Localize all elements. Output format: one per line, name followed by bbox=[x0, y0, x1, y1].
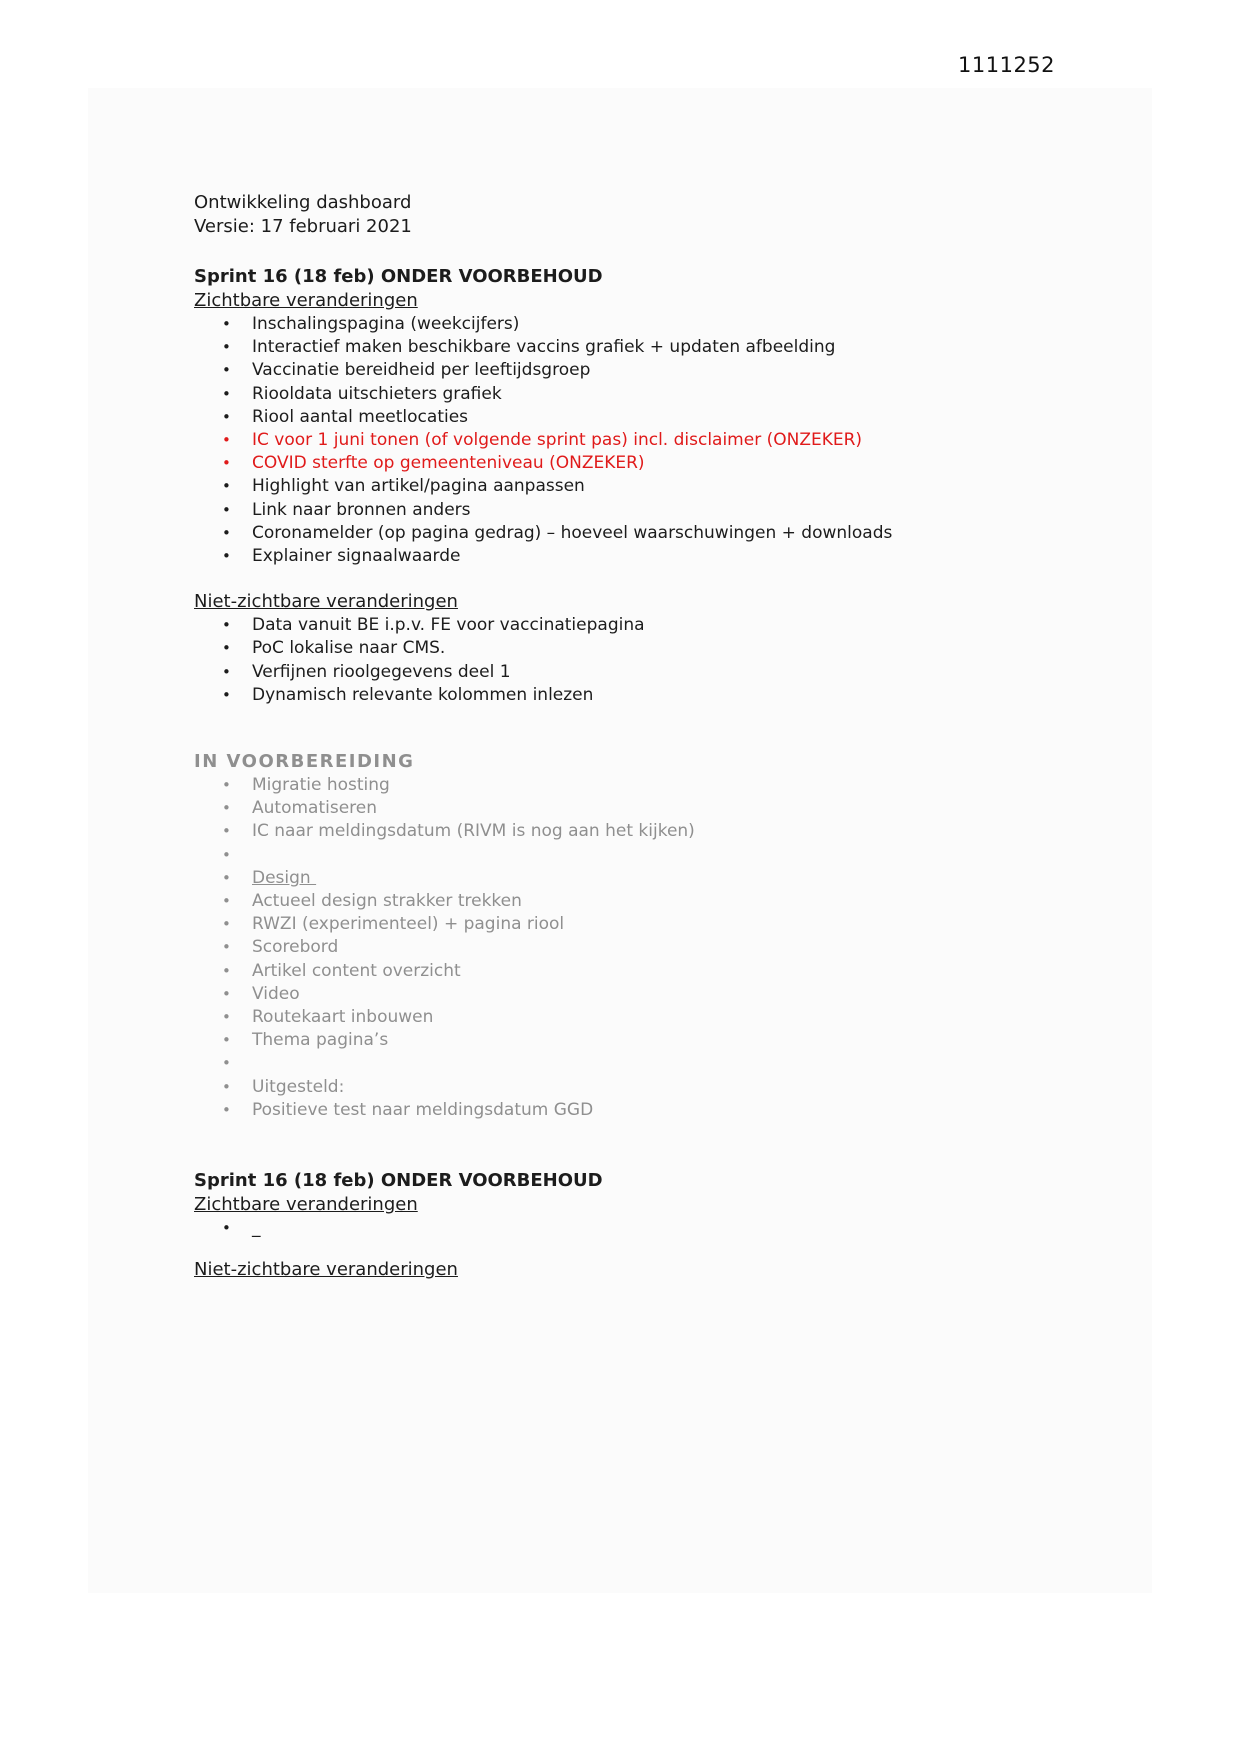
list-item bbox=[194, 545, 954, 568]
list-item bbox=[194, 684, 954, 707]
list-item-text: PoC lokalise naar CMS. bbox=[252, 638, 446, 659]
list-item-text: Thema pagina’s bbox=[252, 1030, 389, 1051]
list-item-text: Automatiseren bbox=[252, 798, 378, 819]
bullet-icon: • bbox=[222, 1100, 231, 1119]
list-item bbox=[194, 797, 954, 820]
bullet-icon: • bbox=[222, 639, 231, 658]
preparation-heading: IN VOORBEREIDING bbox=[194, 751, 415, 773]
bullet-icon: • bbox=[222, 1219, 231, 1238]
sprint16b-visible-list bbox=[194, 1217, 954, 1240]
bullet-icon: • bbox=[222, 845, 231, 864]
list-item bbox=[194, 359, 954, 382]
bullet-icon: • bbox=[222, 1077, 231, 1096]
bullet-icon: • bbox=[222, 616, 231, 635]
list-item-text: Vaccinatie bereidheid per leeftijdsgroep bbox=[252, 360, 591, 381]
list-item-uncertain bbox=[194, 429, 954, 452]
list-item-text: Routekaart inbouwen bbox=[252, 1007, 434, 1028]
bullet-icon: • bbox=[222, 685, 231, 704]
list-item bbox=[194, 1076, 954, 1099]
list-item-text: Migratie hosting bbox=[252, 775, 390, 796]
list-item bbox=[194, 1217, 954, 1240]
bullet-icon: • bbox=[222, 454, 231, 473]
list-item-text: RWZI (experimenteel) + pagina riool bbox=[252, 914, 565, 935]
list-item-text: Uitgesteld: bbox=[252, 1076, 345, 1097]
bullet-icon: • bbox=[222, 1008, 231, 1027]
list-item bbox=[194, 1006, 954, 1029]
list-item-text: Actueel design strakker trekken bbox=[252, 891, 522, 912]
list-item-text: Interactief maken beschikbare vaccins grafiek + updaten afbeelding bbox=[252, 337, 836, 358]
sprint16b-invisible-label: Niet-zichtbare veranderingen bbox=[194, 1259, 458, 1281]
document-body bbox=[194, 191, 954, 1282]
list-item-text: Artikel content overzicht bbox=[252, 960, 461, 981]
list-item bbox=[194, 1099, 954, 1122]
list-item-uncertain bbox=[194, 452, 954, 475]
bullet-icon: • bbox=[222, 822, 231, 841]
list-item bbox=[194, 820, 954, 843]
bullet-icon: • bbox=[222, 523, 231, 542]
list-item bbox=[194, 475, 954, 498]
list-item bbox=[194, 983, 954, 1006]
list-item bbox=[194, 313, 954, 336]
list-item-text: Design bbox=[252, 867, 317, 888]
sprint16-visible-list bbox=[194, 313, 954, 568]
list-item bbox=[194, 614, 954, 637]
list-item bbox=[194, 936, 954, 959]
sprint16-invisible-label: Niet-zichtbare veranderingen bbox=[194, 591, 458, 613]
bullet-icon: • bbox=[222, 892, 231, 911]
list-item-text: Coronamelder (op pagina gedrag) – hoeveel waarschuwingen + downloads bbox=[252, 522, 893, 543]
list-item bbox=[194, 499, 954, 522]
bullet-icon: • bbox=[222, 361, 231, 380]
bullet-icon: • bbox=[222, 938, 231, 957]
list-item-text: Explainer signaalwaarde bbox=[252, 546, 461, 567]
list-item bbox=[194, 867, 954, 890]
bullet-icon: • bbox=[222, 984, 231, 1003]
bullet-icon: • bbox=[222, 662, 231, 681]
list-item-text: COVID sterfte op gemeenteniveau (ONZEKER) bbox=[252, 453, 645, 474]
bullet-icon: • bbox=[222, 431, 231, 450]
list-item bbox=[194, 336, 954, 359]
list-item bbox=[194, 913, 954, 936]
list-item-text: IC naar meldingsdatum (RIVM is nog aan het kijken) bbox=[252, 821, 695, 842]
list-item bbox=[194, 890, 954, 913]
list-item bbox=[194, 637, 954, 660]
list-item bbox=[194, 522, 954, 545]
bullet-icon: • bbox=[222, 1031, 231, 1050]
sprint16b-visible-label: Zichtbare veranderingen bbox=[194, 1194, 418, 1216]
list-item-text: Scorebord bbox=[252, 937, 339, 958]
list-item-text: Inschalingspagina (weekcijfers) bbox=[252, 314, 520, 334]
list-item-text: Dynamisch relevante kolommen inlezen bbox=[252, 684, 594, 705]
list-item bbox=[194, 960, 954, 983]
bullet-icon: • bbox=[222, 315, 231, 333]
bullet-icon: • bbox=[222, 547, 231, 566]
bullet-icon: • bbox=[222, 799, 231, 818]
bullet-icon: • bbox=[222, 776, 231, 795]
bullet-icon: • bbox=[222, 500, 231, 519]
list-item-text: Link naar bronnen anders bbox=[252, 499, 471, 520]
list-item bbox=[194, 383, 954, 406]
list-item bbox=[194, 1029, 954, 1052]
list-item-text: Verfijnen rioolgegevens deel 1 bbox=[252, 661, 511, 682]
list-item-text: Riool aantal meetlocaties bbox=[252, 406, 469, 427]
sprint16-invisible-list bbox=[194, 614, 954, 707]
bullet-icon: • bbox=[222, 1054, 231, 1073]
bullet-icon: • bbox=[222, 961, 231, 980]
sprint16b-heading: Sprint 16 (18 feb) ONDER VOORBEHOUD bbox=[194, 1170, 603, 1192]
list-item bbox=[194, 661, 954, 684]
bullet-icon: • bbox=[222, 338, 231, 357]
bullet-icon: • bbox=[222, 868, 231, 887]
bullet-icon: • bbox=[222, 477, 231, 496]
list-item-text: Highlight van artikel/pagina aanpassen bbox=[252, 476, 585, 497]
bullet-icon: • bbox=[222, 915, 231, 934]
version-line: Versie: 17 februari 2021 bbox=[194, 216, 412, 237]
list-item bbox=[194, 406, 954, 429]
list-item-text: Riooldata uitschieters grafiek bbox=[252, 383, 502, 404]
list-item bbox=[194, 774, 954, 797]
bullet-icon: • bbox=[222, 384, 231, 403]
list-item-text: _ bbox=[252, 1218, 261, 1239]
doc-title: Ontwikkeling dashboard bbox=[194, 192, 412, 213]
list-item-text: Positieve test naar meldingsdatum GGD bbox=[252, 1099, 594, 1120]
list-item-text: Video bbox=[252, 983, 300, 1004]
list-item-text: IC voor 1 juni tonen (of volgende sprint pas) incl. disclaimer (ONZEKER) bbox=[252, 430, 863, 451]
list-item-empty bbox=[194, 844, 954, 867]
list-item-text: Data vanuit BE i.p.v. FE voor vaccinatiepagina bbox=[252, 615, 645, 636]
bullet-icon: • bbox=[222, 407, 231, 426]
sprint16-visible-label: Zichtbare veranderingen bbox=[194, 290, 418, 311]
page-number: 1111252 bbox=[958, 53, 1056, 77]
sprint16-heading: Sprint 16 (18 feb) ONDER VOORBEHOUD bbox=[194, 266, 603, 287]
list-item-empty bbox=[194, 1052, 954, 1075]
preparation-list bbox=[194, 774, 954, 1122]
